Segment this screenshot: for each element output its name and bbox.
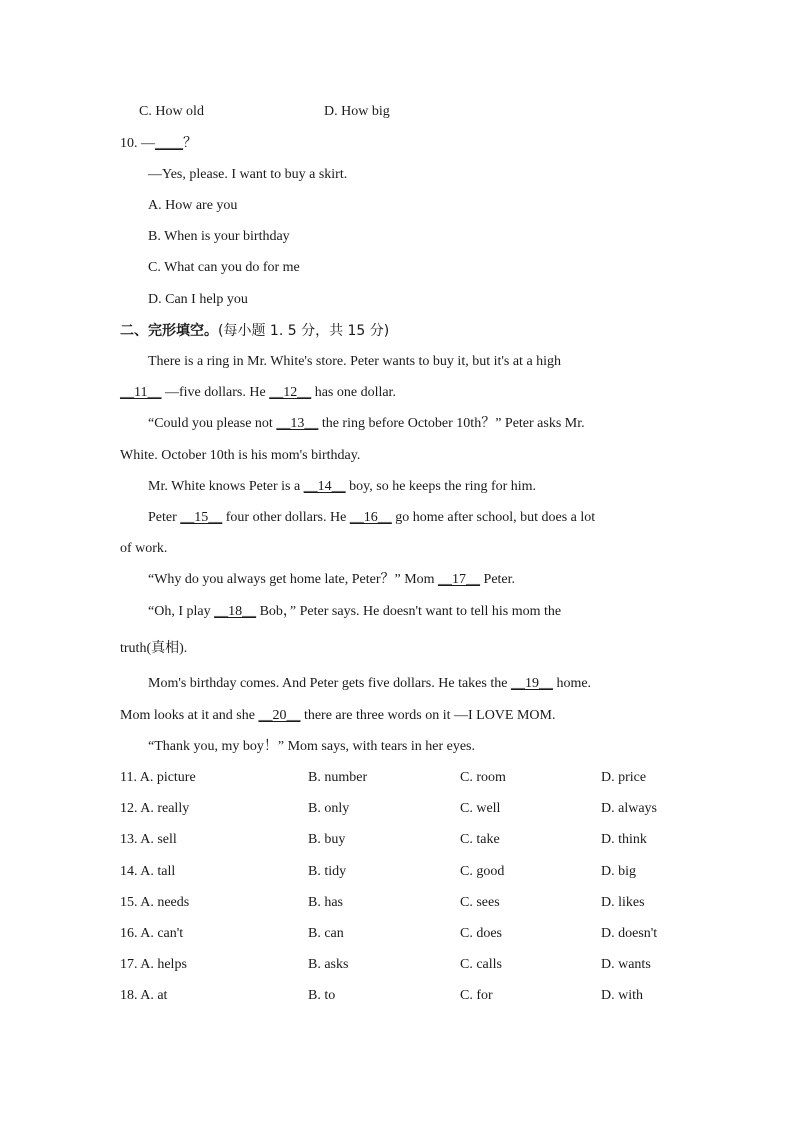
answer-18-d: D. with (601, 988, 643, 1003)
answer-12-d: D. always (601, 801, 657, 816)
passage-text: there are three words on it —I LOVE MOM. (300, 708, 556, 723)
q9-option-c: C. How old (139, 104, 204, 119)
answer-17-b: B. asks (308, 957, 349, 972)
passage-text: four other dollars. He (222, 510, 350, 525)
section2-title: 二、完形填空。 (120, 323, 218, 339)
answer-18-a: 18. A. at (120, 988, 168, 1003)
passage-line-5 (148, 478, 536, 496)
q10-option-b: B. When is your birthday (148, 229, 290, 244)
passage-line-1: There is a ring in Mr. White's store. Peter wants to buy it, but it's at a high (148, 354, 562, 369)
passage-text: Peter (148, 510, 181, 525)
answer-11-d: D. price (601, 770, 647, 785)
blank-16: __16__ (349, 510, 392, 525)
passage-line-6 (148, 509, 595, 527)
q10-option-c: C. What can you do for me (148, 260, 300, 275)
blank-13: __13__ (276, 416, 319, 431)
answer-13-d: D. think (601, 832, 647, 847)
section2-heading (120, 322, 389, 341)
answer-17-c: C. calls (460, 957, 502, 972)
passage-line-8 (148, 571, 515, 589)
answer-14-d: D. big (601, 864, 636, 879)
answer-12-a: 12. A. really (120, 801, 190, 816)
answer-15-c: C. sees (460, 895, 500, 910)
passage-text: go home after school, but does a lot (391, 510, 596, 525)
passage-text: the ring before October 10th？” Peter asks Mr. (318, 416, 585, 431)
q10-option-a: A. How are you (148, 198, 238, 213)
answer-14-b: B. tidy (308, 864, 347, 879)
answer-13-b: B. buy (308, 832, 346, 847)
answer-13-a: 13. A. sell (120, 832, 177, 847)
passage-text: Mr. White knows Peter is a (148, 479, 304, 494)
answer-15-a: 15. A. needs (120, 895, 190, 910)
passage-text: has one dollar. (311, 385, 396, 400)
blank-14: __14__ (303, 479, 346, 494)
q10-stem-suffix: ？ (183, 136, 197, 151)
answer-11-a: 11. A. picture (120, 770, 196, 785)
q10-response: —Yes, please. I want to buy a skirt. (148, 167, 348, 182)
passage-line-12 (120, 707, 555, 725)
answer-12-b: B. only (308, 801, 350, 816)
passage-line-2 (120, 384, 396, 402)
passage-line-4: White. October 10th is his mom's birthday. (120, 448, 361, 463)
passage-text: Mom's birthday comes. And Peter gets five dollars. He takes the (148, 676, 511, 691)
answer-14-c: C. good (460, 864, 505, 879)
passage-line-3 (148, 415, 585, 433)
passage-text: Bob，” Peter says. He doesn't want to tell his mom the (256, 604, 562, 619)
answer-12-c: C. well (460, 801, 501, 816)
passage-text: —five dollars. He (161, 385, 270, 400)
answer-11-c: C. room (460, 770, 506, 785)
q10-option-d: D. Can I help you (148, 292, 248, 307)
answer-16-a: 16. A. can't (120, 926, 184, 941)
passage-line-7: of work. (120, 541, 168, 556)
passage-line-10: truth(真相). (120, 641, 188, 656)
answer-15-d: D. likes (601, 895, 645, 910)
blank-12: __12__ (269, 385, 312, 400)
blank-20: __20__ (258, 708, 301, 723)
passage-text: home. (552, 676, 592, 691)
answer-16-c: C. does (460, 926, 502, 941)
passage-text: “Why do you always get home late, Peter？” Mom (148, 572, 439, 587)
answer-14-a: 14. A. tall (120, 864, 176, 879)
answer-17-a: 17. A. helps (120, 957, 187, 972)
passage-text: boy, so he keeps the ring for him. (345, 479, 537, 494)
answer-16-d: D. doesn't (601, 926, 658, 941)
answer-13-c: C. take (460, 832, 500, 847)
passage-line-9 (148, 603, 561, 621)
passage-line-13: “Thank you, my boy！” Mom says, with tears in her eyes. (148, 739, 475, 754)
answer-15-b: B. has (308, 895, 343, 910)
blank-15: __15__ (180, 510, 223, 525)
passage-line-11 (148, 675, 591, 693)
answer-18-c: C. for (460, 988, 493, 1003)
passage-text: “Oh, I play (148, 604, 215, 619)
blank-19: __19__ (510, 676, 553, 691)
answer-16-b: B. can (308, 926, 344, 941)
passage-text: Peter. (480, 572, 516, 587)
q10-stem (120, 135, 197, 153)
blank-11: __11__ (120, 385, 162, 400)
q10-blank: ____ (155, 136, 183, 151)
q9-option-d: D. How big (324, 104, 390, 119)
answer-18-b: B. to (308, 988, 336, 1003)
section2-scoring: (每小题 1. 5 分，共 15 分) (218, 323, 390, 339)
passage-text: Mom looks at it and she (120, 708, 259, 723)
blank-17: __17__ (438, 572, 481, 587)
blank-18: __18__ (214, 604, 257, 619)
q10-stem-prefix: 10. — (120, 136, 155, 151)
answer-11-b: B. number (308, 770, 368, 785)
passage-text: “Could you please not (148, 416, 277, 431)
answer-17-d: D. wants (601, 957, 651, 972)
